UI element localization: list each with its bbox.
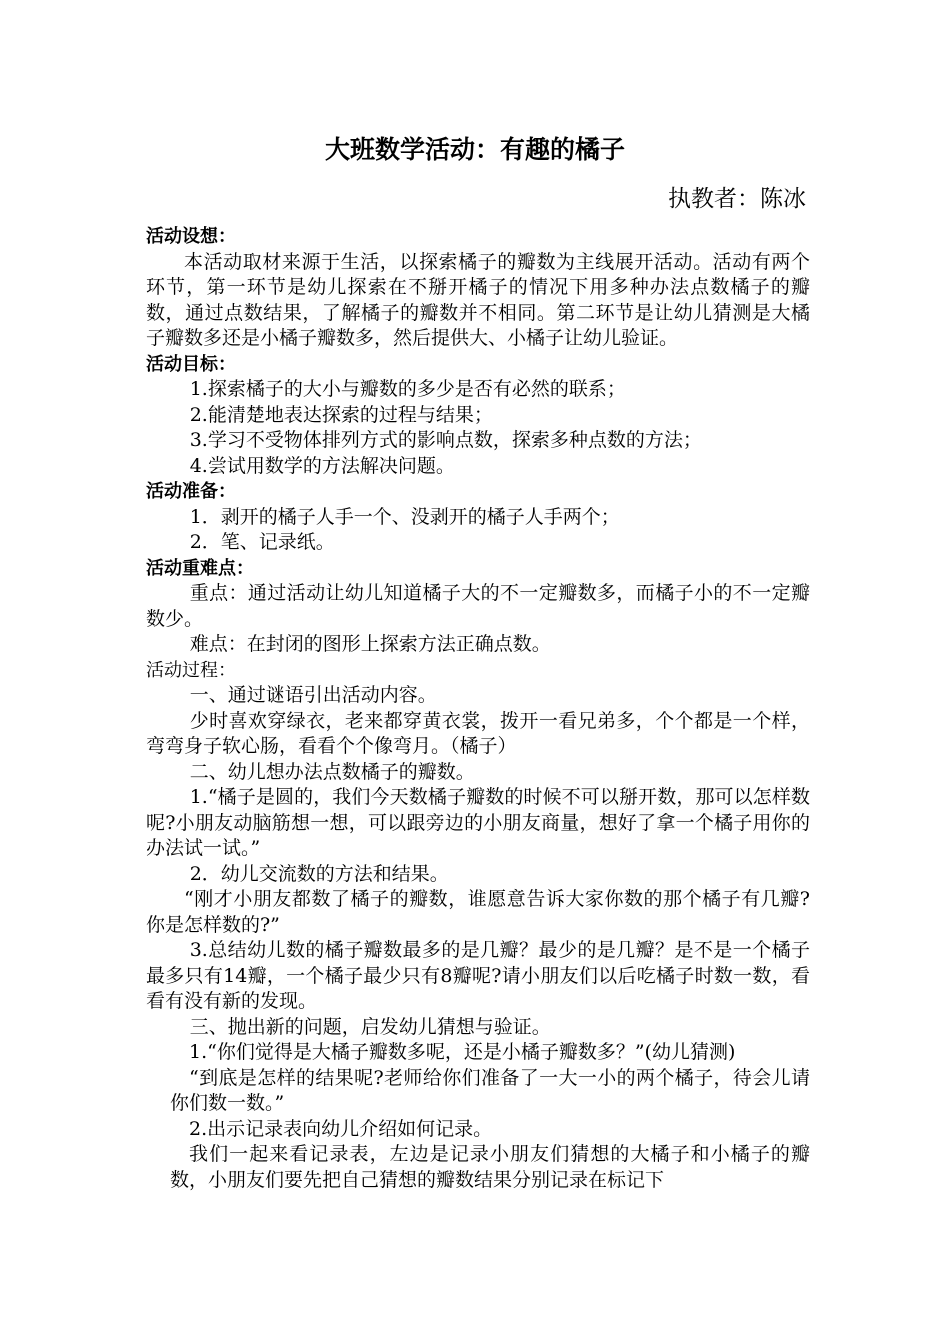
process-step: 一、通过谜语引出活动内容。 xyxy=(189,684,437,706)
prep-item: 1．剥开的橘子人手一个、没剥开的橘子人手两个； xyxy=(189,505,620,528)
process-paragraph: 2.出示记录表向幼儿介绍如何记录。 xyxy=(189,1117,493,1140)
process-paragraph: 2．幼儿交流数的方法和结果。 xyxy=(189,862,449,885)
process-paragraph: “刚才小朋友都数了橘子的瓣数，谁愿意告诉大家你数的那个橘子有几瓣?你是怎样数的?” xyxy=(146,888,810,936)
goal-item: 4.尝试用数学的方法解决问题。 xyxy=(189,454,455,477)
process-paragraph: 1.“你们觉得是大橘子瓣数多呢，还是小橘子瓣数多？”(幼儿猜测) xyxy=(189,1041,736,1063)
section-heading-goals: 活动目标： xyxy=(146,353,236,375)
section-heading-prep: 活动准备： xyxy=(146,481,236,502)
process-paragraph: “到底是怎样的结果呢?老师给你们准备了一大一小的两个橘子，待会儿请你们数一数。” xyxy=(170,1066,810,1114)
document-title: 大班数学活动：有趣的橘子 xyxy=(324,135,625,164)
goal-item: 3.学习不受物体排列方式的影响点数，探索多种点数的方法； xyxy=(189,429,702,451)
idea-paragraph: 本活动取材来源于生活，以探索橘子的瓣数为主线展开活动。活动有两个环节，第一环节是幼儿探索在不掰开橘子的情况下用多种办法点数橘子的瓣数，通过点数结果，了解橘子的瓣数并不相同。第二环节是让幼儿猜测是大橘子瓣数多还是小橘子瓣数多，然后提供大、小橘子让幼儿验证。 xyxy=(146,250,810,349)
key-point: 重点：通过活动让幼儿知道橘子大的不一定瓣数多，而橘子小的不一定瓣数少。 xyxy=(146,582,810,630)
process-paragraph: 少时喜欢穿绿衣，老来都穿黄衣裳，拨开一看兄弟多，个个都是一个样， 弯弯身子软心肠，看看个个像弯月。（橘子） xyxy=(146,709,810,757)
process-paragraph: 3.总结幼儿数的橘子瓣数最多的是几瓣？最少的是几瓣？是不是一个橘子最多只有14瓣，一个橘子最少只有8瓣呢?请小朋友们以后吃橘子时数一数，看看有没有新的发现。 xyxy=(146,939,810,1012)
process-step: 三、抛出新的问题，启发幼儿猜想与验证。 xyxy=(189,1015,551,1038)
section-heading-idea: 活动设想： xyxy=(146,226,236,247)
author-line: 执教者：陈冰 xyxy=(668,186,806,212)
goal-item: 1.探索橘子的大小与瓣数的多少是否有必然的联系； xyxy=(189,378,626,400)
goal-item: 2.能清楚地表达探索的过程与结果； xyxy=(189,403,493,426)
section-heading-process: 活动过程： xyxy=(146,659,236,681)
document-body xyxy=(146,224,810,1193)
difficult-point: 难点：在封闭的图形上探索方法正确点数。 xyxy=(189,633,551,655)
process-paragraph: 我们一起来看记录表，左边是记录小朋友们猜想的大橘子和小橘子的瓣数，小朋友们要先把自己猜想的瓣数结果分别记录在标记下 xyxy=(170,1143,810,1191)
section-heading-key: 活动重难点： xyxy=(146,557,254,579)
process-step: 二、幼儿想办法点数橘子的瓣数。 xyxy=(189,760,475,783)
prep-item: 2．笔、记录纸。 xyxy=(189,531,335,553)
process-paragraph: 1.“橘子是圆的，我们今天数橘子瓣数的时候不可以掰开数，那可以怎样数呢?小朋友动脑筋想一想，可以跟旁边的小朋友商量，想好了拿一个橘子用你的办法试一试。” xyxy=(146,786,810,859)
